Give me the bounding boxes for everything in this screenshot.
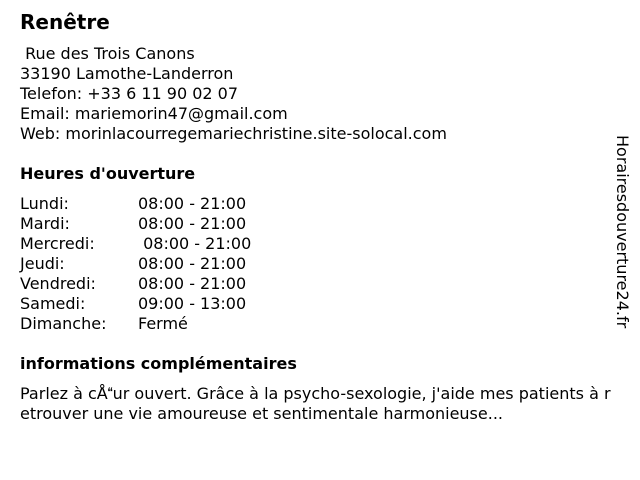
time-value: 08:00 - 21:00 bbox=[138, 214, 247, 233]
city-address: 33190 Lamothe-Landerron bbox=[20, 64, 234, 83]
time-value: 08:00 - 21:00 bbox=[138, 274, 247, 293]
info-description: Parlez à cÅur ouvert. Grâce à la psycho-sexologie, j'aide mes patients à retrouver une vie amoureuse et sentimentale harmonieuse... bbox=[20, 384, 611, 423]
time-value: 09:00 - 13:00 bbox=[138, 294, 247, 313]
time-value: Fermé bbox=[138, 314, 188, 333]
email-line: Email: mariemorin47@gmail.com bbox=[20, 104, 288, 123]
phone-line: Telefon: +33 6 11 90 02 07 bbox=[20, 84, 239, 103]
time-value: 08:00 - 21:00 bbox=[138, 194, 247, 213]
day-label: Mercredi: bbox=[20, 234, 95, 253]
info-heading: informations complémentaires bbox=[20, 354, 297, 373]
time-value: 08:00 - 21:00 bbox=[138, 234, 252, 253]
time-value: 08:00 - 21:00 bbox=[138, 254, 247, 273]
day-label: Lundi: bbox=[20, 194, 69, 213]
day-label: Jeudi: bbox=[20, 254, 65, 273]
business-name: Renêtre bbox=[20, 10, 110, 34]
hours-heading: Heures d'ouverture bbox=[20, 164, 196, 183]
web-line: Web: morinlacourregemariechristine.site-solocal.com bbox=[20, 124, 447, 143]
day-label: Samedi: bbox=[20, 294, 86, 313]
day-label: Mardi: bbox=[20, 214, 70, 233]
street-address: Rue des Trois Canons bbox=[20, 44, 195, 63]
day-label: Vendredi: bbox=[20, 274, 96, 293]
site-watermark: Horairesdouverture24.fr bbox=[613, 135, 632, 329]
contact-block bbox=[20, 44, 447, 144]
day-label: Dimanche: bbox=[20, 314, 107, 333]
